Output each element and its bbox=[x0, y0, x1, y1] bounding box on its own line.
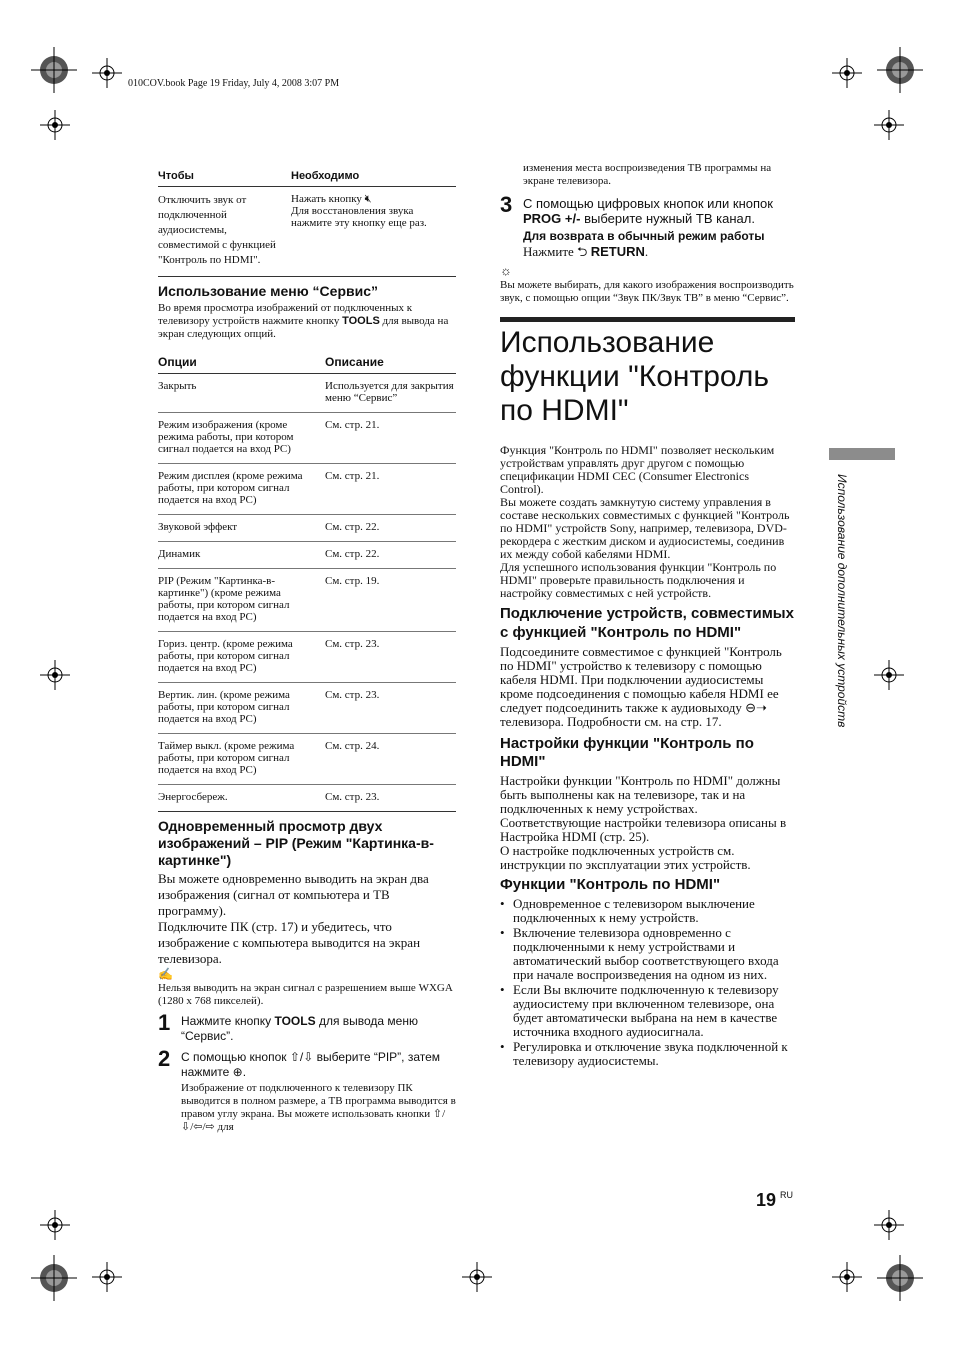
language-code: RU bbox=[780, 1190, 794, 1200]
sunburst-mark-icon bbox=[31, 47, 77, 93]
section-heading: Использование меню “Сервис” bbox=[158, 283, 379, 299]
tip-text: Вы можете выбирать, для какого изображения воспроизводить звук, с помощью опции “Звук ПК/Звук ТВ” в меню “Сервис”. bbox=[500, 279, 794, 304]
page-number bbox=[756, 1190, 793, 1211]
table-cell: См. стр. 21. bbox=[325, 413, 456, 464]
section-heading: Подключение устройств, совместимых с функцией "Контроль по HDMI" bbox=[500, 605, 794, 641]
table-row bbox=[158, 734, 456, 785]
table-header: Чтобы bbox=[158, 166, 291, 187]
table-cell: См. стр. 19. bbox=[325, 569, 456, 632]
paragraph: Настройки функции "Контроль по HDMI" должны быть выполнены как на телевизоре, так и на подключенных к нему устройствах. Соответствующие настройки телевизора описаны в Настройка HDMI (стр. 25). bbox=[500, 773, 787, 844]
crosshair-mark-icon bbox=[874, 1210, 904, 1240]
paragraph: Функция "Контроль по HDMI" позволяет нескольким устройствам управлять друг другом с помощью спецификации HDMI CEC (Consumer Electronics Control). bbox=[500, 443, 775, 496]
text: Изображение от подключенного к телевизору ПК выводится в полном размере, а ТВ программа выводится в правом углу экрана. Вы можете использовать кнопки bbox=[181, 1082, 456, 1120]
table-cell: Закрыть bbox=[158, 374, 325, 413]
paragraph: О настройке подключенных устройств см. инструкции по эксплуатации этих устройств. bbox=[500, 843, 751, 872]
step-number: 1 bbox=[158, 1010, 171, 1035]
table-cell-text: Нажать кнопку bbox=[291, 193, 362, 205]
paragraph bbox=[158, 302, 456, 341]
text: телевизора. Подробности см. на стр. 17. bbox=[500, 714, 722, 729]
table-cell: См. стр. 23. bbox=[325, 632, 456, 683]
table-cell-text: Для восстановления звука нажмите эту кнопку еще раз. bbox=[291, 205, 427, 229]
return-icon: ⮌ bbox=[577, 244, 588, 259]
step-detail bbox=[181, 1082, 456, 1134]
text: выберите нужный ТВ канал. bbox=[584, 211, 755, 226]
section-heading: Настройки функции "Контроль по HDMI" bbox=[500, 735, 754, 770]
sub-heading: Для возврата в обычный режим работы bbox=[523, 229, 765, 243]
side-label-text: Использование дополнительных устройств bbox=[835, 474, 849, 728]
paragraph bbox=[500, 645, 795, 729]
list-item: • Регулировка и отключение звука подключенной к телевизору аудиосистемы. bbox=[513, 1040, 795, 1068]
sunburst-mark-icon bbox=[877, 1255, 923, 1301]
crosshair-mark-icon bbox=[874, 110, 904, 140]
crosshair-mark-icon bbox=[874, 660, 904, 690]
table-cell: Динамик bbox=[158, 542, 325, 569]
arrow-up-down-icon: ⇧/⇩ bbox=[289, 1050, 314, 1064]
table-row bbox=[158, 464, 456, 515]
table-cell: Используется для закрытия меню “Сервис” bbox=[325, 374, 456, 413]
step-2 bbox=[158, 1046, 456, 1134]
step-number: 3 bbox=[500, 192, 513, 217]
list-item: • Если Вы включите подключенную к телевизору аудиосистему при включенном телевизоре, она будет автоматически выбрана на нем в качестве источника входного аудиосигнала. bbox=[513, 983, 795, 1039]
crosshair-mark-icon bbox=[462, 1262, 492, 1292]
text: С помощью цифровых кнопок или кнопок bbox=[523, 196, 773, 211]
crosshair-mark-icon bbox=[40, 660, 70, 690]
table-cell: Вертик. лин. (кроме режима работы, при котором сигнал подается на вход PC) bbox=[158, 683, 325, 734]
text: для вывода на экран следующих опций. bbox=[158, 315, 449, 340]
text: Во время просмотра изображений от подключенных к телевизору устройств нажмите кнопку bbox=[158, 302, 413, 327]
sunburst-mark-icon bbox=[31, 1255, 77, 1301]
note-pencil-icon: ✍ bbox=[158, 967, 173, 981]
table-header: Необходимо bbox=[291, 166, 456, 187]
text: для вывода меню “Сервис”. bbox=[181, 1014, 418, 1043]
table-cell: PIP (Режим "Картинка-в-картинке") (кроме режима работы, при котором сигнал подается на вход PC) bbox=[158, 569, 325, 632]
table-cell: См. стр. 23. bbox=[325, 683, 456, 734]
table-row bbox=[158, 569, 456, 632]
step-1 bbox=[158, 1010, 456, 1044]
paragraph: Вы можете одновременно выводить на экран два изображения (сигнал от компьютера и ТВ программу). bbox=[158, 871, 429, 918]
text: для bbox=[217, 1121, 234, 1133]
table-row bbox=[158, 683, 456, 734]
note-text: Нельзя выводить на экран сигнал с разрешением выше WXGA (1280 x 768 пикселей). bbox=[158, 982, 453, 1007]
left-column bbox=[158, 166, 456, 1134]
functions-list bbox=[500, 897, 795, 1068]
paragraph: Подключите ПК (стр. 17) и убедитесь, что изображение с компьютера выводится на экран телевизора. bbox=[158, 919, 421, 966]
crosshair-mark-icon bbox=[92, 58, 122, 88]
text: Нажмите bbox=[523, 244, 574, 259]
mute-table bbox=[158, 166, 456, 277]
prog-key: PROG +/- bbox=[523, 211, 581, 226]
chapter-tab bbox=[829, 448, 895, 460]
chapter-side-label bbox=[835, 474, 849, 794]
table-header: Опции bbox=[158, 351, 325, 374]
table-row bbox=[158, 413, 456, 464]
step-text: С помощью кнопок ⇧/⇩ выберите “PIP”, затем нажмите ⊕. bbox=[181, 1050, 441, 1079]
right-column bbox=[500, 162, 795, 1069]
table-cell bbox=[291, 187, 456, 277]
text: Подсоедините совместимое с функцией "Контроль по HDMI" устройство к телевизору с помощью кабеля HDMI. При подключении аудиосистемы кроме подсоединения с помощью кабеля HDMI ее следует подсоединить также к аудиовыходу bbox=[500, 644, 782, 715]
step-number: 2 bbox=[158, 1046, 171, 1071]
paragraph: Для успешного использования функции "Контроль по HDMI" проверьте правильность подключения и настройку совместимых с ней устройств. bbox=[500, 560, 777, 600]
table-cell: См. стр. 23. bbox=[325, 785, 456, 812]
options-table bbox=[158, 351, 456, 812]
table-cell: Энергосбереж. bbox=[158, 785, 325, 812]
crosshair-mark-icon bbox=[92, 1262, 122, 1292]
crosshair-mark-icon bbox=[832, 58, 862, 88]
table-cell: См. стр. 22. bbox=[325, 542, 456, 569]
step-text bbox=[523, 196, 795, 226]
paragraph: Вы можете создать замкнутую систему управления в составе нескольких совместимых с функцией "Контроль по HDMI" устройств Sony, например, телевизора, DVD-рекордера с жестким диском и аудиосистемы, соединив их между собой кабелями HDMI. bbox=[500, 495, 790, 561]
table-row bbox=[158, 785, 456, 812]
continued-text: изменения места воспроизведения ТВ программы на экране телевизора. bbox=[523, 162, 772, 187]
tip-bulb-icon: ☼ bbox=[500, 263, 512, 278]
table-cell: Гориз. центр. (кроме режима работы, при котором сигнал подается на вход PC) bbox=[158, 632, 325, 683]
audio-output-icon: ⊖➝ bbox=[745, 700, 767, 715]
crosshair-mark-icon bbox=[832, 1262, 862, 1292]
step-text bbox=[181, 1014, 456, 1044]
page-title: Использование функции "Контроль по HDMI" bbox=[500, 326, 770, 427]
title-rule bbox=[500, 317, 795, 322]
table-cell: Звуковой эффект bbox=[158, 515, 325, 542]
table-cell: См. стр. 24. bbox=[325, 734, 456, 785]
table-cell: Режим изображения (кроме режима работы, при котором сигнал подается на вход PC) bbox=[158, 413, 325, 464]
text: выберите “PIP”, затем нажмите bbox=[181, 1050, 441, 1079]
step-3 bbox=[500, 192, 795, 260]
table-header: Описание bbox=[325, 351, 456, 374]
return-text: Нажмите ⮌ RETURN. bbox=[523, 244, 649, 259]
file-header: 010COV.book Page 19 Friday, July 4, 2008 3:07 PM bbox=[128, 78, 340, 89]
sunburst-mark-icon bbox=[877, 47, 923, 93]
tools-key: TOOLS bbox=[342, 315, 380, 327]
arrow-keys-icon: ⇧/⇩/⇦/⇨ bbox=[181, 1108, 446, 1133]
section-heading: Функции "Контроль по HDMI" bbox=[500, 876, 721, 893]
crosshair-mark-icon bbox=[40, 1210, 70, 1240]
table-cell: См. стр. 21. bbox=[325, 464, 456, 515]
text: Нажмите кнопку bbox=[181, 1014, 272, 1028]
page-number-value: 19 bbox=[756, 1190, 777, 1210]
table-row bbox=[158, 515, 456, 542]
table-row bbox=[158, 187, 456, 277]
table-row bbox=[158, 542, 456, 569]
list-item: • Одновременное с телевизором выключение подключенных к нему устройств. bbox=[513, 897, 795, 925]
table-cell: Отключить звук от подключенной аудиосистемы, совместимой с функцией "Контроль по HDMI". bbox=[158, 187, 291, 277]
table-row bbox=[158, 632, 456, 683]
return-key: RETURN bbox=[590, 244, 645, 259]
list-item: • Включение телевизора одновременно с подключенными к нему устройствами и автоматический выбор соответствующего входа при начале воспроизведения на одном из них. bbox=[513, 926, 795, 982]
enter-button-icon: ⊕ bbox=[232, 1065, 243, 1079]
table-cell: См. стр. 22. bbox=[325, 515, 456, 542]
tools-key: TOOLS bbox=[274, 1014, 316, 1028]
crosshair-mark-icon bbox=[40, 110, 70, 140]
mute-icon: 🔇︎ bbox=[364, 193, 372, 205]
table-cell: Режим дисплея (кроме режима работы, при котором сигнал подается на вход PC) bbox=[158, 464, 325, 515]
text: С помощью кнопок bbox=[181, 1050, 287, 1064]
table-cell: Таймер выкл. (кроме режима работы, при котором сигнал подается на вход PC) bbox=[158, 734, 325, 785]
table-row bbox=[158, 374, 456, 413]
section-heading: Одновременный просмотр двух изображений – PIP (Режим "Картинка-в-картинке") bbox=[158, 818, 434, 868]
